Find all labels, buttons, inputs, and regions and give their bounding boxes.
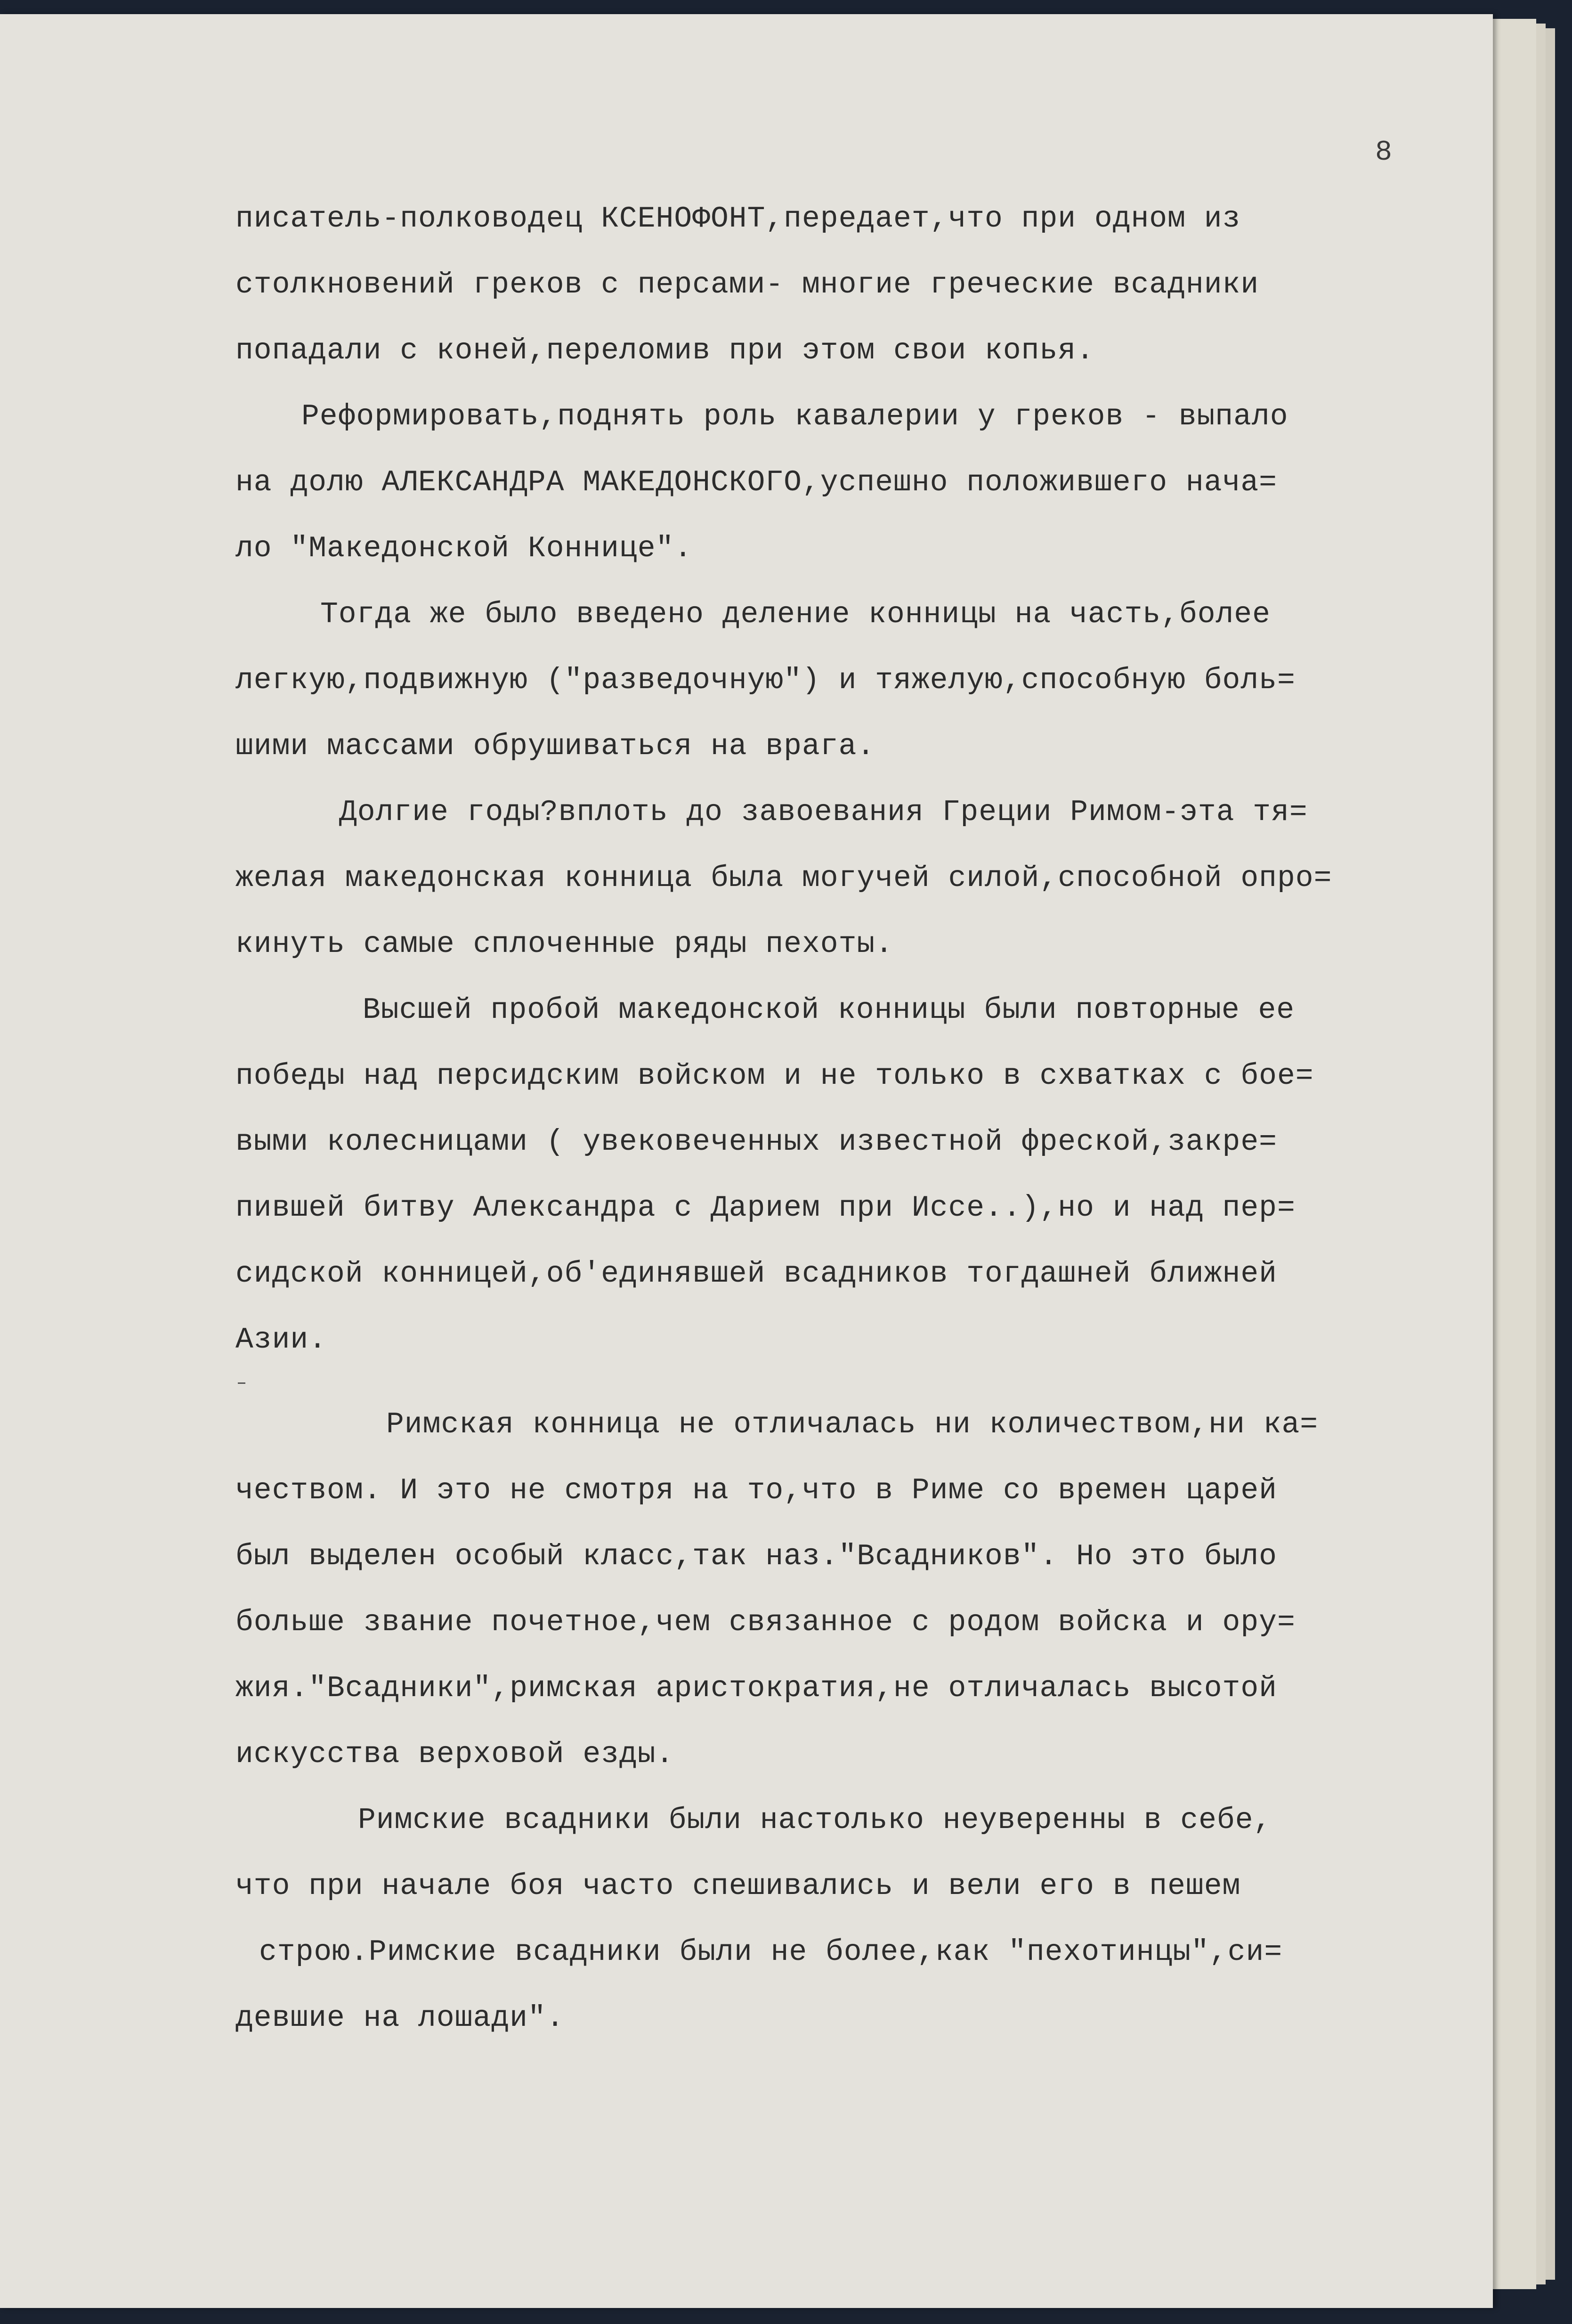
text-line: выми колесницами ( увековеченных известной фреской,закре= xyxy=(235,1125,1277,1159)
text-line: девшие на лошади". xyxy=(235,2001,565,2035)
text-line: Азии. xyxy=(235,1323,327,1357)
text-line: пившей битву Александра с Дарием при Иссе..),но и над пер= xyxy=(235,1191,1296,1225)
text-line: чеством. И это не смотря на то,что в Риме со времен царей xyxy=(235,1474,1277,1507)
text-line: Тогда же было введено деление конницы на часть,более xyxy=(320,598,1271,631)
text-line: строю.Римские всадники были не более,как "пехотинцы",си= xyxy=(259,1935,1283,1969)
text-line: ло "Македонской Коннице". xyxy=(235,532,693,565)
text-line: легкую,подвижную ("разведочную") и тяжелую,способную боль= xyxy=(235,664,1296,697)
text-line: был выделен особый класс,так наз."Всадников". Но это было xyxy=(235,1540,1277,1573)
stray-dash-mark xyxy=(238,1382,245,1384)
text-line: искусства верховой езды. xyxy=(235,1738,674,1771)
text-line: на долю АЛЕКСАНДРА МАКЕДОНСКОГО,успешно положившего нача= xyxy=(235,466,1277,499)
text-line: Реформировать,поднять роль кавалерии у греков - выпало xyxy=(301,400,1288,433)
text-line: желая македонская конница была могучей силой,способной опро= xyxy=(235,861,1332,895)
text-line: попадали с коней,переломив при этом свои копья. xyxy=(235,334,1094,367)
text-line: победы над персидским войском и не только в схватках с бое= xyxy=(235,1059,1314,1093)
text-line: писатель-полководец КСЕНОФОНТ,передает,что при одном из xyxy=(235,202,1241,236)
text-line: больше звание почетное,чем связанное с родом войска и ору= xyxy=(235,1606,1296,1639)
text-line: жия."Всадники",римская аристократия,не отличалась высотой xyxy=(235,1672,1277,1705)
text-line: Долгие годы?вплоть до завоевания Греции Римом-эта тя= xyxy=(339,796,1308,829)
text-line: что при начале боя часто спешивались и вели его в пешем xyxy=(235,1869,1241,1903)
page-number: 8 xyxy=(1375,137,1393,169)
text-line: шими массами обрушиваться на врага. xyxy=(235,730,875,763)
typewritten-page xyxy=(0,14,1493,2308)
text-line: кинуть самые сплоченные ряды пехоты. xyxy=(235,927,894,961)
text-line: Высшей пробой македонской конницы были повторные ее xyxy=(363,993,1295,1027)
text-line: столкновений греков с персами- многие греческие всадники xyxy=(235,268,1259,301)
text-line: сидской конницей,об'единявшей всадников тогдашней ближней xyxy=(235,1257,1277,1291)
text-line: Римская конница не отличалась ни количеством,ни ка= xyxy=(386,1408,1319,1441)
text-line: Римские всадники были настолько неуверенны в себе, xyxy=(358,1804,1272,1837)
